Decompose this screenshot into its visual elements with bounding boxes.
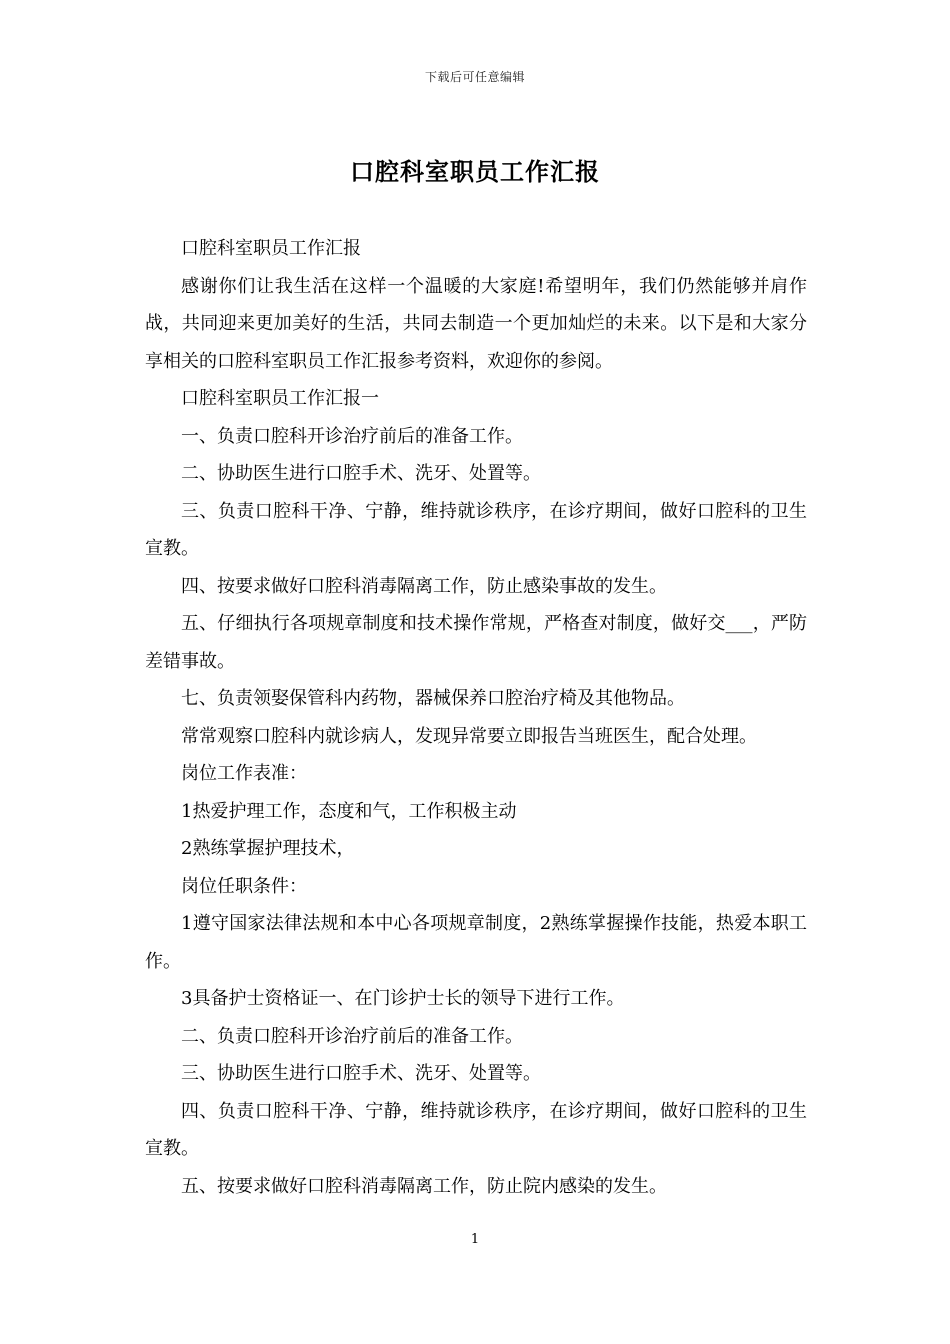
paragraph: 2熟练掌握护理技术， — [181, 838, 355, 859]
paragraph: 四、负责口腔科干净、宁静，维持就诊秩序，在诊疗期间，做好口腔科的卫生宣教。 — [145, 1100, 807, 1159]
header-note: 下载后可任意编辑 — [424, 70, 525, 84]
paragraph: 五、仔细执行各项规章制度和技术操作常规，严格查对制度，做好交___，严防差错事故。 — [145, 613, 807, 672]
paragraph: 口腔科室职员工作汇报一 — [181, 388, 379, 409]
paragraph: 三、负责口腔科干净、宁静，维持就诊秩序，在诊疗期间，做好口腔科的卫生宣教。 — [145, 500, 807, 559]
paragraph: 一、负责口腔科开诊治疗前后的准备工作。 — [181, 425, 523, 447]
page-number: 1 — [470, 1232, 480, 1247]
paragraph: 五、按要求做好口腔科消毒隔离工作，防止院内感染的发生。 — [181, 1175, 667, 1197]
paragraph: 七、负责领娶保管科内药物，器械保养口腔治疗椅及其他物品。 — [181, 688, 685, 709]
paragraph: 1遵守国家法律法规和本中心各项规章制度，2熟练掌握操作技能，热爱本职工作。 — [145, 913, 807, 972]
paragraph: 四、按要求做好口腔科消毒隔离工作，防止感染事故的发生。 — [181, 575, 667, 597]
paragraph: 二、负责口腔科开诊治疗前后的准备工作。 — [181, 1025, 523, 1047]
paragraph: 口腔科室职员工作汇报 — [181, 238, 361, 259]
paragraph: 岗位工作表准： — [181, 763, 307, 784]
paragraph: 常常观察口腔科内就诊病人，发现异常要立即报告当班医生，配合处理。 — [181, 725, 757, 747]
paragraph: 感谢你们让我生活在这样一个温暖的大家庭!希望明年，我们仍然能够并肩作战，共同迎来更加美好的生活，共同去制造一个更加灿烂的未来。以下是和大家分享相关的口腔科室职员工作汇报参考资料，欢迎你的参阅。 — [145, 275, 807, 372]
paragraph: 三、协助医生进行口腔手术、洗牙、处置等。 — [181, 1063, 541, 1084]
document-body — [145, 230, 807, 1205]
paragraph: 1热爱护理工作，态度和气，工作积极主动 — [181, 800, 517, 822]
document-title: 口腔科室职员工作汇报 — [350, 157, 600, 186]
paragraph: 二、协助医生进行口腔手术、洗牙、处置等。 — [181, 463, 541, 484]
paragraph: 3具备护士资格证一、在门诊护士长的领导下进行工作。 — [181, 988, 625, 1009]
paragraph: 岗位任职条件： — [181, 875, 307, 897]
